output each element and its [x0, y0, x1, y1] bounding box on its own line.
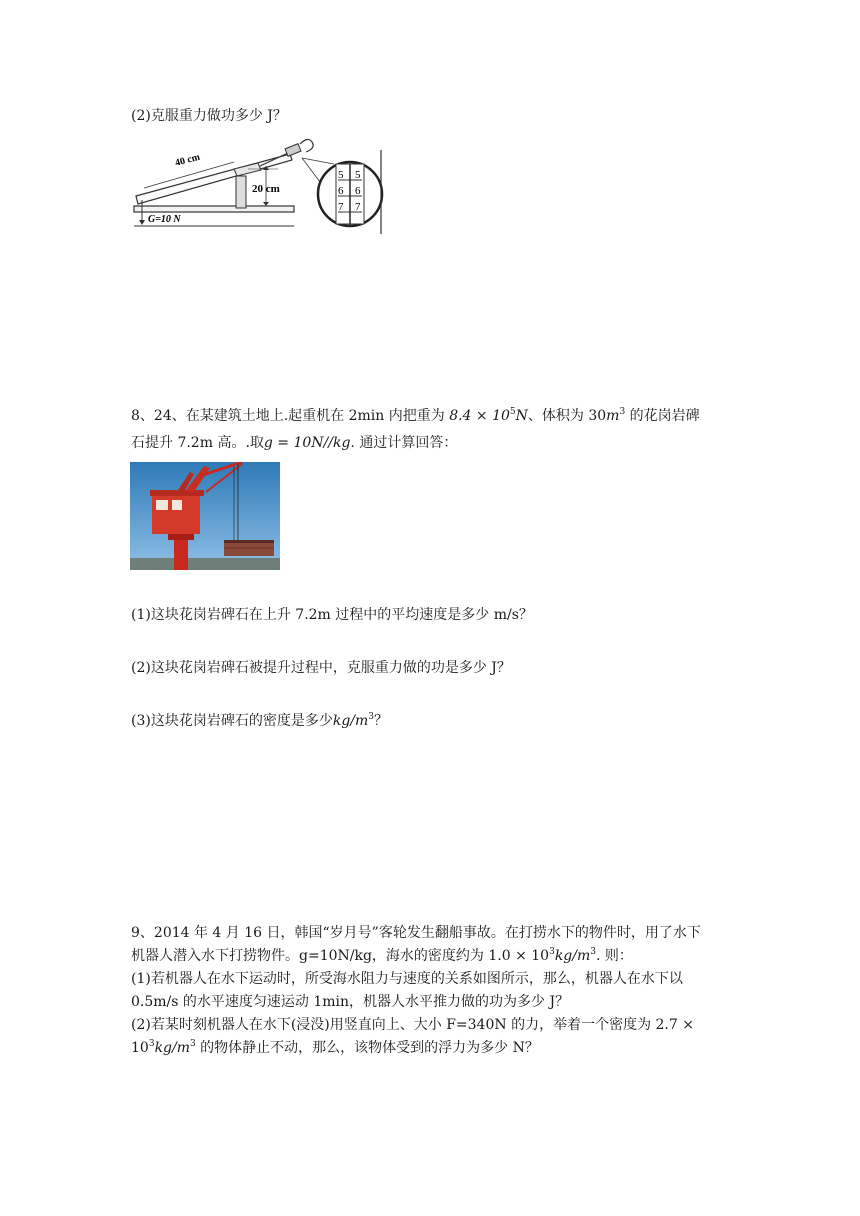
- crane-photo: [130, 462, 280, 570]
- q7-part2: (2)克服重力做功多少 J？: [131, 108, 287, 124]
- q9-line4: 0.5m/s 的水平速度匀速运动 1min，机器人水平推力做的功为多少 J？: [131, 994, 570, 1010]
- scale-mark: 6: [338, 185, 344, 197]
- q9-line2: 机器人潜入水下打捞物件。g=10N/kg，海水的密度约为 $1.0 \times 10^3kg/m^3$. 则：: [131, 947, 633, 964]
- scale-mark: 5: [355, 169, 361, 181]
- scale-mark: 5: [338, 169, 344, 181]
- q9-line3: (1)若机器人在水下运动时，所受海水阻力与速度的关系如图所示，那么，机器人在水下以: [131, 971, 683, 987]
- q8-line1: 8、24、在某建筑土地上.起重机在 2min 内把重为 $8.4 \times 10^5N$、体积为 $30m^3$ 的花岗岩碑: [131, 407, 700, 424]
- q8-question-1: (1)这块花岗岩碑石在上升 7.2m 过程中的平均速度是多少 m/s？: [131, 607, 533, 623]
- q8-question-3: (3)这块花岗岩碑石的密度是多少$kg/m^3$？: [131, 712, 389, 729]
- q9-line5: (2)若某时刻机器人在水下(浸没)用竖直向上、大小 F=340N 的力，举着一个密度为 2.7 ×: [131, 1017, 694, 1033]
- q9-line6: $10^3kg/m^3$ 的物体静止不动，那么，该物体受到的浮力为多少 N？: [131, 1039, 539, 1056]
- q8-question-2: (2)这块花岗岩碑石被提升过程中，克服重力做的功是多少 J？: [131, 660, 511, 676]
- weight-label: G=10 N: [148, 214, 181, 225]
- scale-mark: 7: [338, 201, 344, 213]
- length-label: 40 cm: [173, 151, 202, 169]
- q8-line2: 石提升 7.2m 高。.取g = 10N//kg. 通过计算回答：: [131, 435, 458, 451]
- scale-mark: 7: [355, 201, 361, 213]
- scale-mark: 6: [355, 185, 361, 197]
- height-label: 20 cm: [252, 183, 280, 195]
- incline-diagram: [130, 134, 390, 238]
- q9-line1: 9、2014 年 4 月 16 日，韩国“岁月号”客轮发生翻船事故。在打捞水下的物件时，用了水下: [131, 925, 701, 941]
